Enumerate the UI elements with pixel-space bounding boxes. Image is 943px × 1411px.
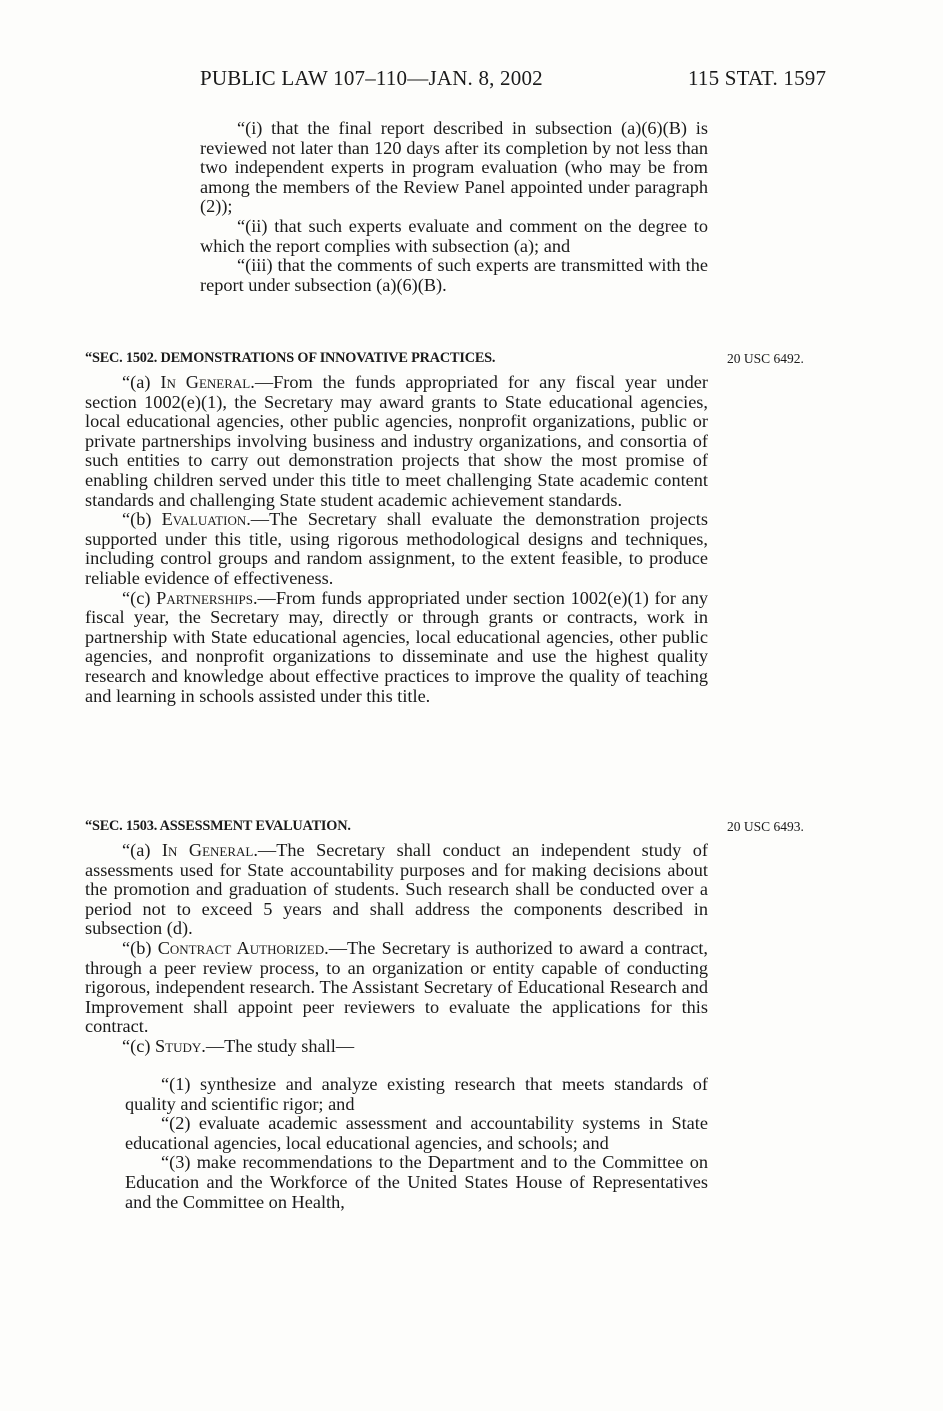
sec-1503-subsection-a	[85, 841, 708, 939]
study-items	[125, 1075, 708, 1212]
sec-1502-subsection-c	[85, 589, 708, 707]
sec-1503-usc-note: 20 USC 6493.	[727, 819, 804, 834]
subsection-c-text: .—From funds appropriated under section 1002(e)(1) for any fiscal year, the Secretary may, directly or through grants or contracts, work in partnership with State educational agencies, local educational agencies, other public agencies, and nonprofit organizations to disseminate and use the highest quality research and knowledge about effective practices to improve the quality of teaching and learning in schools assisted under this title.	[85, 587, 709, 706]
sec-1502-usc-note: 20 USC 6492.	[727, 351, 804, 366]
sec-1503-subsection-c	[85, 1037, 708, 1057]
subsection-b-caption: Evaluation	[161, 509, 247, 530]
subsection-a-caption: In General	[161, 840, 254, 860]
page-header-stat-number: 115 STAT. 1597	[688, 66, 827, 90]
clause-ii: “(ii) that such experts evaluate and comment on the degree to which the report complies with subsection (a); and	[200, 215, 708, 256]
sec-1502-subsection-a	[85, 373, 708, 510]
subsection-c-caption: Study	[154, 1035, 202, 1056]
subsection-b-caption: Contract Authorized	[157, 937, 325, 958]
subsection-b-prefix: “(b)	[122, 509, 162, 530]
study-item-2: “(2) evaluate academic assessment and accountability systems in State educational agencies, local educational agencies, and schools; and	[125, 1113, 708, 1153]
sec-1502-heading: “SEC. 1502. DEMONSTRATIONS OF INNOVATIVE PRACTICES.	[85, 350, 496, 366]
study-item-1: “(1) synthesize and analyze existing research that meets standards of quality and scientific rigor; and	[125, 1074, 708, 1114]
sec-1502-subsection-b	[85, 510, 708, 588]
sec-1503-subsection-b	[85, 939, 708, 1037]
subsection-c-text: .—The study shall—	[201, 1035, 355, 1056]
subsection-a-caption: In General	[160, 372, 251, 392]
page-header-title: PUBLIC LAW 107–110—JAN. 8, 2002	[200, 66, 543, 90]
subsection-b-text: .—The Secretary is authorized to award a contract, through a peer review process, to an organization or entity capable of conducting rigorous, independent research. The Assistant Secretary of Educational Research and Improvement shall appoint peer reviewers to evaluate the applications for this contract.	[85, 937, 708, 1037]
intro-clauses	[200, 119, 708, 295]
subsection-a-prefix: “(a)	[122, 372, 161, 392]
subsection-c-prefix: “(c)	[122, 587, 157, 608]
subsection-b-text: .—The Secretary shall evaluate the demonstration projects supported under this title, using rigorous methodological designs and techniques, including control groups and random assignment, to the extent feasible, to produce reliable evidence of effectiveness.	[85, 509, 708, 588]
sec-1503-heading: “SEC. 1503. ASSESSMENT EVALUATION.	[85, 818, 351, 834]
study-item-3: “(3) make recommendations to the Department and to the Committee on Education and the Workforce of the United States House of Representatives and the Committee on Health,	[125, 1152, 708, 1212]
subsection-a-text: .—The Secretary shall conduct an independent study of assessments used for State accountability purposes and for making decisions about the promotion and graduation of students. Such research shall be conducted over a period not to exceed 5 years and shall address the components described in subsection (d).	[85, 840, 708, 939]
subsection-a-text: .—From the funds appropriated for any fiscal year under section 1002(e)(1), the Secretary may award grants to State educational agencies, local educational agencies, other public agencies, nonprofit organizations, public or private partnerships involving business and industry organizations, and consortia of such entities to carry out demonstration projects that show the most promise of enabling children served under this title to meet challenging State academic content standards and challenging State student academic achievement standards.	[85, 372, 709, 510]
clause-iii: “(iii) that the comments of such experts are transmitted with the report under subsection (a)(6)(B).	[200, 255, 708, 295]
subsection-c-caption: Partnerships	[156, 587, 253, 608]
clause-i: “(i) that the final report described in subsection (a)(6)(B) is reviewed not later than 120 days after its completion by not less than two independent experts in program evaluation (who may be from among the members of the Review Panel appointed under paragraph (2));	[200, 118, 708, 217]
subsection-a-prefix: “(a)	[122, 840, 162, 860]
sec-1502-body	[85, 373, 708, 706]
subsection-b-prefix: “(b)	[122, 937, 158, 958]
sec-1503-body	[85, 841, 708, 1057]
subsection-c-prefix: “(c)	[122, 1035, 155, 1056]
